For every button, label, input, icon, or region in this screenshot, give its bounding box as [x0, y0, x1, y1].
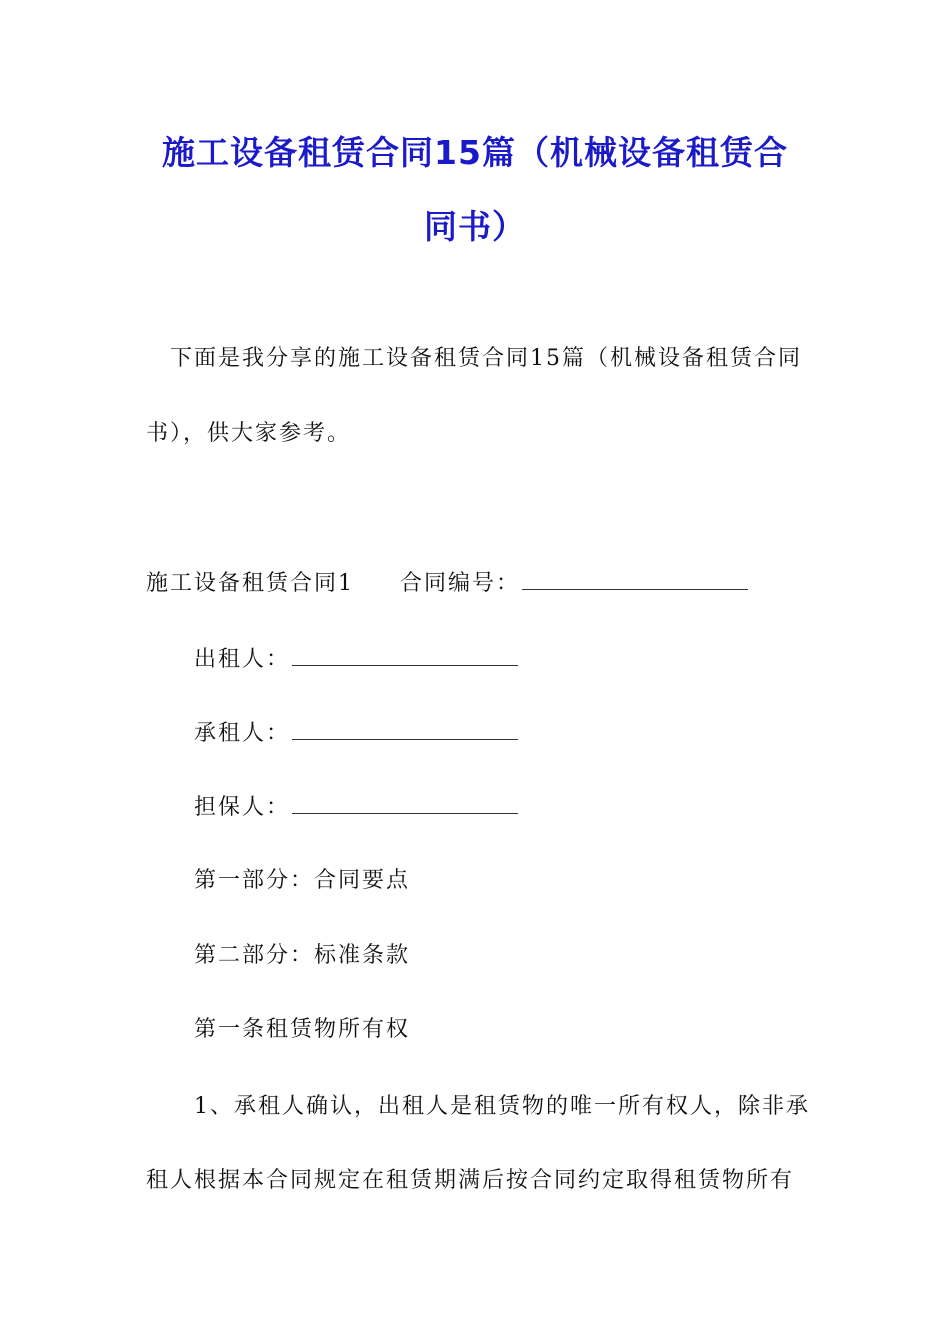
lessee-label: 承租人：	[194, 721, 291, 746]
clause1-line2: 租人根据本合同规定在租赁期满后按合同约定取得租赁物所有	[146, 1168, 795, 1193]
contract-number-blank	[522, 567, 748, 590]
guarantor-row	[194, 791, 518, 823]
guarantor-blank	[292, 791, 518, 814]
intro-line1: 下面是我分享的施工设备租赁合同15篇（机械设备租赁合同	[170, 346, 802, 371]
lessor-label: 出租人：	[194, 647, 291, 672]
section-heading: 施工设备租赁合同1	[146, 571, 354, 596]
intro-line2: 书），供大家参考。	[146, 421, 352, 446]
document-title-line1: 施工设备租赁合同15篇（机械设备租赁合	[162, 133, 788, 172]
lessee-row	[194, 717, 518, 749]
contract-header-row	[146, 567, 748, 599]
lessor-row	[194, 643, 518, 675]
part-two-heading: 第二部分：标准条款	[194, 943, 411, 968]
contract-number-label: 合同编号：	[400, 571, 521, 596]
lessor-blank	[292, 643, 518, 666]
part-one-heading: 第一部分：合同要点	[194, 868, 411, 893]
lessee-blank	[292, 717, 518, 740]
document-title-line2: 同书）	[424, 207, 526, 246]
clause1-line1: 1、承租人确认，出租人是租赁物的唯一所有权人，除非承	[194, 1094, 810, 1119]
article-one-heading: 第一条租赁物所有权	[194, 1017, 411, 1042]
guarantor-label: 担保人：	[194, 795, 291, 820]
